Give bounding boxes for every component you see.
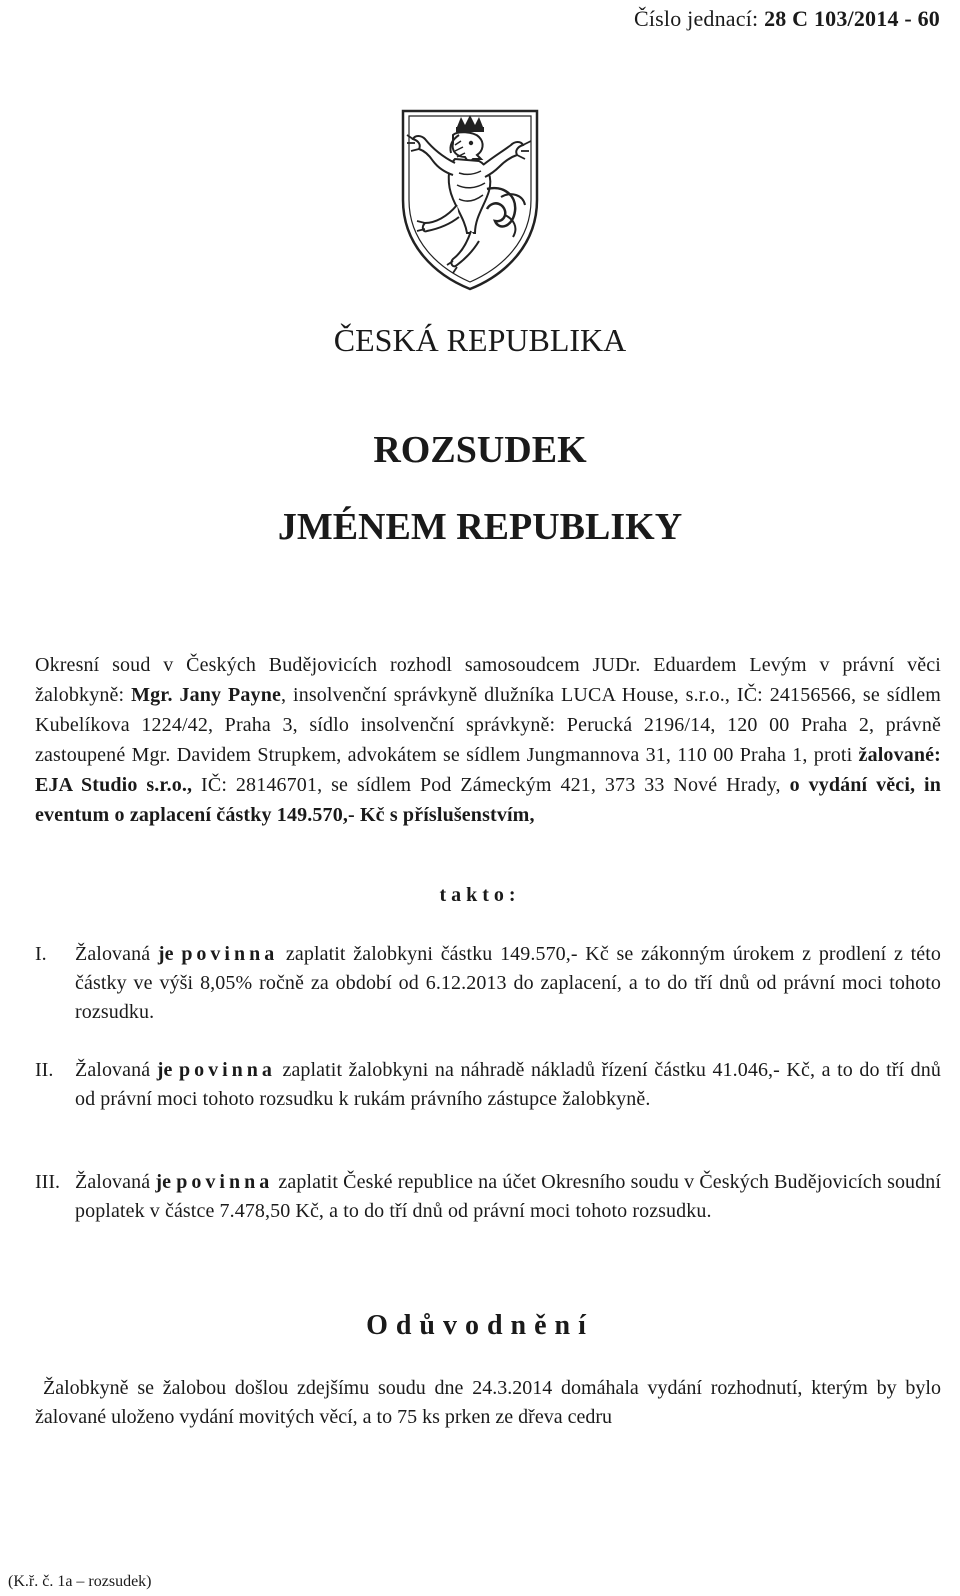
ruling-povinna: povinna [179, 1059, 276, 1081]
reasoning-paragraph: Žalobkyně se žalobou došlou zdejšímu soudu dne 24.3.2014 domáhala vydání rozhodnutí, kterým by bylo žalované uloženo vydání movitých věcí, a to 75 ks prken ze dřeva cedru [35, 1377, 941, 1428]
ruling-subject: Žalovaná [75, 1171, 156, 1193]
case-number [634, 6, 940, 32]
ruling-povinna: povinna [176, 1171, 274, 1193]
ruling-body: zaplatit žalobkyni na náhradě nákladů řízení částku 41.046,- Kč, a to do tří dnů od právní moci tohoto rozsudku k rukám právního zástupce žalobkyně. [75, 1059, 941, 1110]
ruling-je: je [156, 1059, 179, 1081]
ruling-item [35, 1056, 941, 1114]
defendant-name: žalované: EJA Studio s.r.o., [35, 744, 941, 796]
reasoning-heading: Odůvodnění [366, 1310, 594, 1341]
verdict-subtitle: JMÉNEM REPUBLIKY [277, 506, 683, 548]
ruling-povinna: povinna [181, 943, 279, 965]
takto-heading: takto: [439, 884, 521, 906]
ruling-text [75, 1056, 941, 1114]
ruling-text [75, 1168, 941, 1226]
ruling-subject: Žalovaná [75, 1059, 157, 1081]
plaintiff-name: Mgr. Jany Payne [131, 684, 281, 706]
czech-coat-of-arms-icon [395, 105, 545, 295]
intro-text-3: IČ: 28146701, se sídlem Pod Zámeckým 421, 373 33 Nové Hrady, [192, 774, 790, 796]
ruling-number: III. [35, 1171, 60, 1193]
ruling-text [75, 940, 941, 1027]
verdict-title: ROZSUDEK [373, 429, 587, 471]
ruling-number: II. [35, 1059, 54, 1081]
case-number-value: 28 C 103/2014 - 60 [764, 6, 940, 31]
ruling-subject: Žalovaná [75, 943, 158, 965]
ruling-je: je [155, 1171, 177, 1193]
ruling-number: I. [35, 943, 47, 965]
intro-text-2: , insolvenční správkyně dlužníka LUCA House, s.r.o., IČ: 24156566, se sídlem Kubelíkova 1224/42, Praha 3, sídlo insolvenční správkyně: Perucká 2196/14, 120 00 Praha 2, právně zastoupené Mgr. Davidem Strupkem, advokátem se sídlem Jungmannova 31, 110 00 Praha 1, proti [35, 684, 941, 766]
ruling-body: zaplatit žalobkyni částku 149.570,- Kč se zákonným úrokem z prodlení z této částky ve výši 8,05% ročně za období od 6.12.2013 do zaplacení, a to do tří dnů od právní moci tohoto rozsudku. [75, 943, 942, 1023]
case-number-label: Číslo jednací: [633, 6, 765, 31]
case-subject: o vydání věci, in eventum o zaplacení částky 149.570,- Kč s příslušenstvím, [35, 774, 942, 826]
ruling-je: je [157, 943, 182, 965]
intro-paragraph [35, 650, 941, 830]
footer-form-label: (K.ř. č. 1a – rozsudek) [8, 1573, 152, 1590]
ruling-item [35, 1168, 941, 1226]
intro-text-1: Okresní soud v Českých Budějovicích rozhodl samosoudcem JUDr. Eduardem Levým v právní věci žalobkyně: [35, 654, 941, 706]
state-name: ČESKÁ REPUBLIKA [333, 322, 627, 358]
ruling-body: zaplatit České republice na účet Okresního soudu v Českých Budějovicích soudní poplatek v částce 7.478,50 Kč, a to do tří dnů od právní moci tohoto rozsudku. [75, 1171, 942, 1222]
ruling-item [35, 940, 941, 1027]
